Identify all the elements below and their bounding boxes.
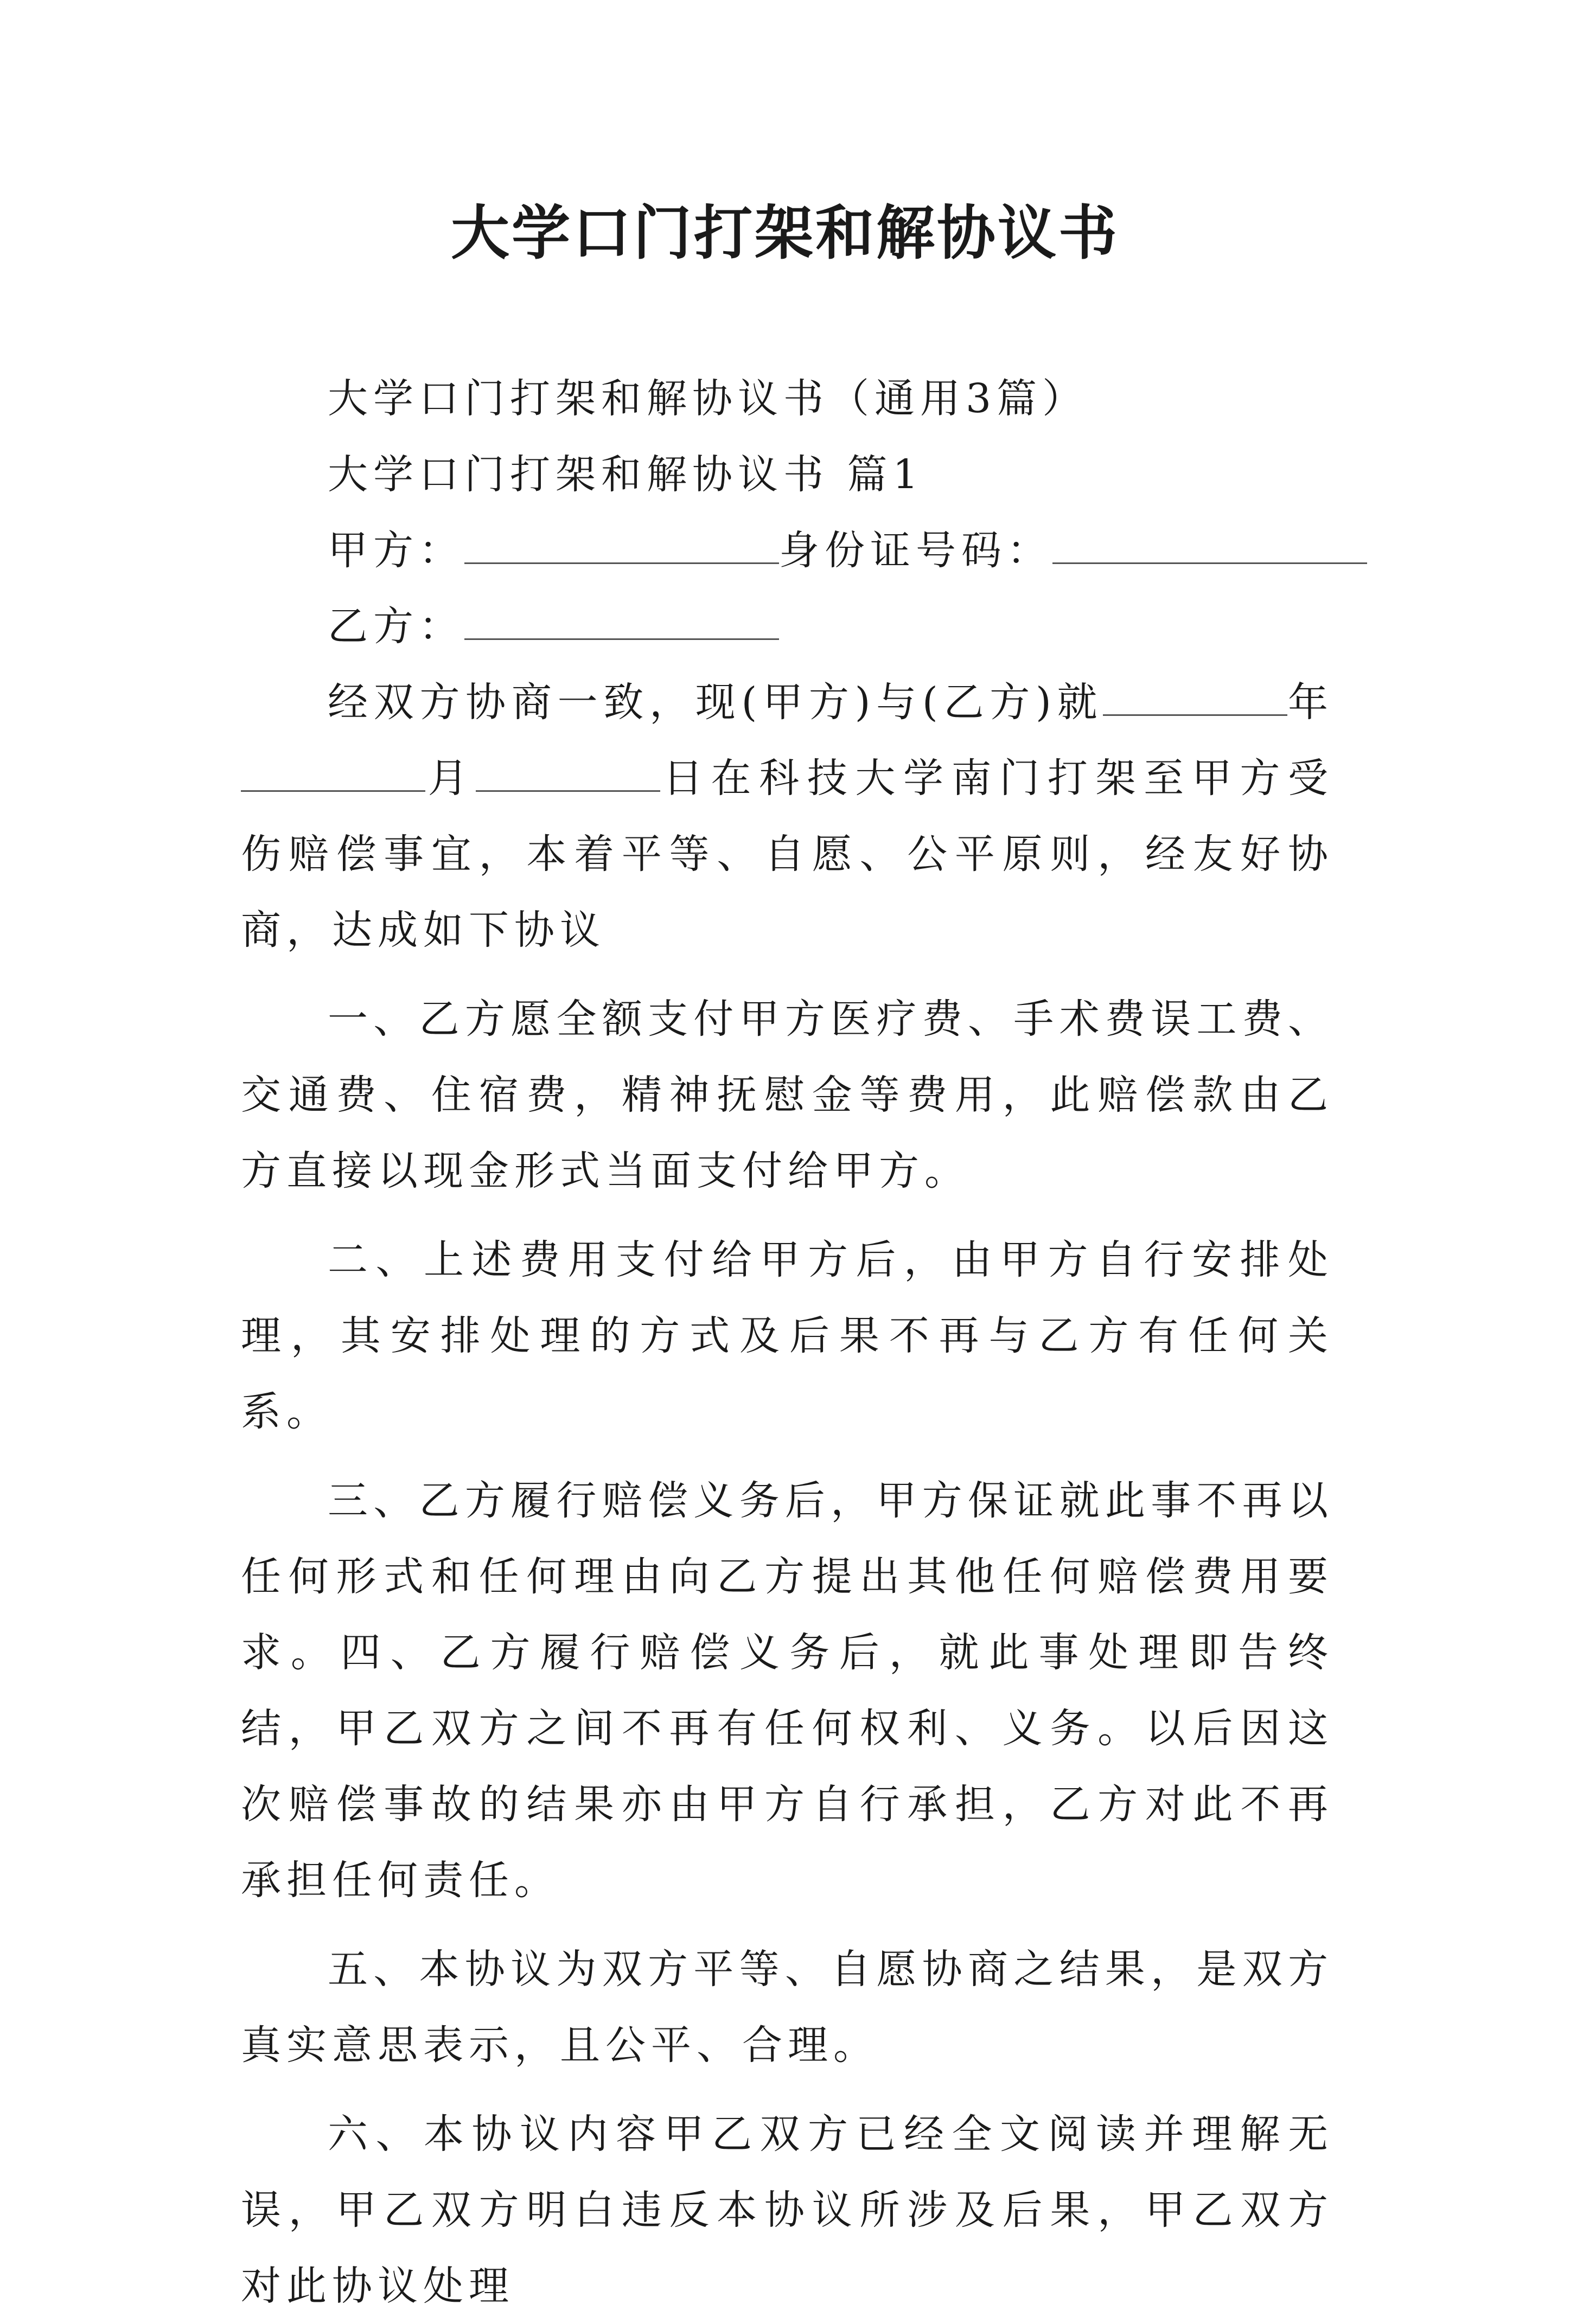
clause-2: 二、上述费用支付给甲方后，由甲方自行安排处理，其安排处理的方式及后果不再与乙方有任何关系。 (241, 1237, 1333, 1435)
intro-text-1: 经双方协商一致，现(甲方)与(乙方)就 (328, 679, 1103, 726)
intro-text-2: 日在科技大学南门打架至甲方受伤赔偿事宜，本着平等、自愿、公平原则，经友好协商，达成如下协议 (241, 755, 1333, 953)
id-number-label: 身份证号码： (779, 527, 1052, 574)
document-subtitle: 大学口门打架和解协议书（通用3篇） (328, 375, 1088, 422)
id-number-blank (1052, 532, 1367, 564)
document-title: 大学口门打架和解协议书 (450, 199, 1119, 267)
year-blank (1103, 684, 1287, 716)
document-body (241, 361, 1333, 2324)
clause-3-4: 三、乙方履行赔偿义务后，甲方保证就此事不再以任何形式和任何理由向乙方提出其他任何赔偿费用要求。四、乙方履行赔偿义务后，就此事处理即告终结，甲乙双方之间不再有任何权利、义务。以后因这次赔偿事故的结果亦由甲方自行承担，乙方对此不再承担任何责任。 (241, 1477, 1333, 1904)
party-b-label: 乙方： (328, 603, 464, 650)
clause-6: 六、本协议内容甲乙双方已经全文阅读并理解无误，甲乙双方明白违反本协议所涉及后果，甲乙双方对此协议处理 (241, 2111, 1333, 2309)
intro-paragraph (241, 664, 1333, 968)
party-a-label: 甲方： (328, 527, 464, 574)
party-b-line (241, 588, 1333, 664)
month-label: 月 (425, 755, 476, 802)
clause-5: 五、本协议为双方平等、自愿协商之结果，是双方真实意思表示，且公平、合理。 (241, 1946, 1333, 2069)
party-b-blank (464, 608, 779, 640)
year-label: 年 (1287, 679, 1334, 726)
month-blank (241, 760, 425, 792)
party-a-blank (464, 532, 779, 564)
clause-1: 一、乙方愿全额支付甲方医疗费、手术费误工费、交通费、住宿费，精神抚慰金等费用，此赔偿款由乙方直接以现金形式当面支付给甲方。 (241, 996, 1333, 1194)
party-a-line (241, 513, 1333, 588)
day-blank (476, 760, 660, 792)
section-heading: 大学口门打架和解协议书 篇1 (328, 451, 924, 498)
